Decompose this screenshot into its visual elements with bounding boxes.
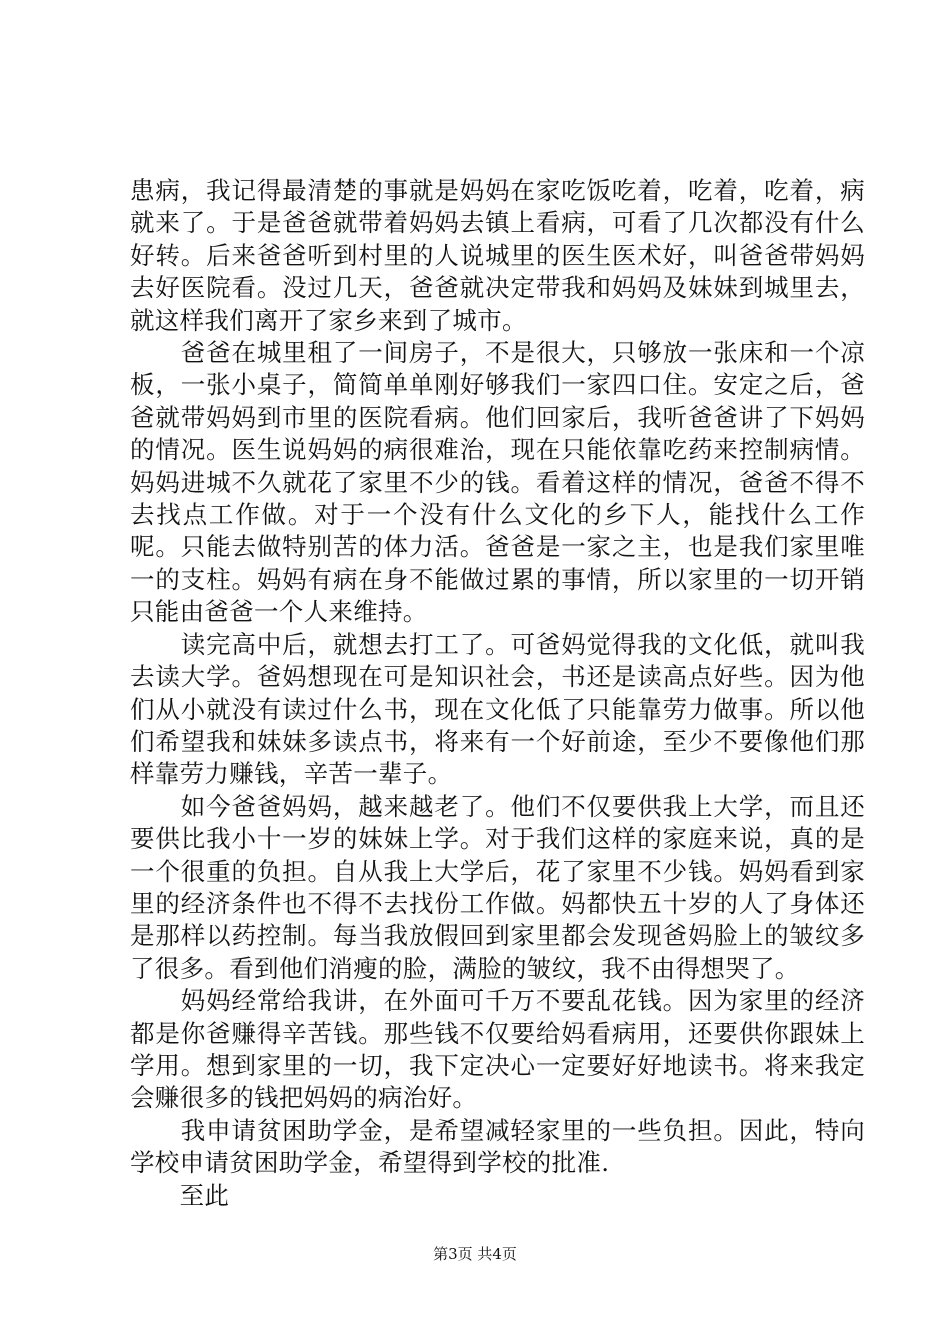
paragraph-6: 我申请贫困助学金，是希望减轻家里的一些负担。因此，特向学校申请贫困助学金，希望得到学校的批准. (130, 1115, 865, 1178)
paragraph-4: 如今爸爸妈妈，越来越老了。他们不仅要供我上大学，而且还要供比我小十一岁的妹妹上学。对于我们这样的家庭来说，真的是一个很重的负担。自从我上大学后，花了家里不少钱。妈妈看到家里的经济条件也不得不去找份工作做。妈都快五十岁的人了身体还是那样以药控制。每当我放假回到家里都会发现爸妈脸上的皱纹多了很多。看到他们消瘦的脸，满脸的皱纹，我不由得想哭了。 (130, 791, 865, 983)
paragraph-2: 爸爸在城里租了一间房子，不是很大，只够放一张床和一个凉板，一张小桌子，简简单单刚好够我们一家四口住。安定之后，爸爸就带妈妈到市里的医院看病。他们回家后，我听爸爸讲了下妈妈的情况。医生说妈妈的病很难治，现在只能依靠吃药来控制病情。妈妈进城不久就花了家里不少的钱。看着这样的情况，爸爸不得不去找点工作做。对于一个没有什么文化的乡下人，能找什么工作呢。只能去做特别苦的体力活。爸爸是一家之主，也是我们家里唯一的支柱。妈妈有病在身不能做过累的事情，所以家里的一切开销只能由爸爸一个人来维持。 (130, 338, 865, 627)
paragraph-3: 读完高中后，就想去打工了。可爸妈觉得我的文化低，就叫我去读大学。爸妈想现在可是知识社会，书还是读高点好些。因为他们从小就没有读过什么书，现在文化低了只能靠劳力做事。所以他们希望我和妹妹多读点书，将来有一个好前途，至少不要像他们那样靠劳力赚钱，辛苦一辈子。 (130, 629, 865, 789)
page-footer: 第3页 共4页 (433, 1245, 517, 1263)
body-text (130, 175, 865, 1212)
paragraph-7: 至此 (130, 1180, 230, 1210)
paragraph-5: 妈妈经常给我讲，在外面可千万不要乱花钱。因为家里的经济都是你爸赚得辛苦钱。那些钱不仅要给妈看病用，还要供你跟妹上学用。想到家里的一切，我下定决心一定要好好地读书。将来我定会赚很多的钱把妈妈的病治好。 (130, 986, 865, 1113)
paragraph-1: 患病，我记得最清楚的事就是妈妈在家吃饭吃着，吃着，吃着，病就来了。于是爸爸就带着妈妈去镇上看病，可看了几次都没有什么好转。后来爸爸听到村里的人说城里的医生医术好，叫爸爸带妈妈去好医院看。没过几天，爸爸就决定带我和妈妈及妹妹到城里去，就这样我们离开了家乡来到了城市。 (130, 176, 865, 335)
